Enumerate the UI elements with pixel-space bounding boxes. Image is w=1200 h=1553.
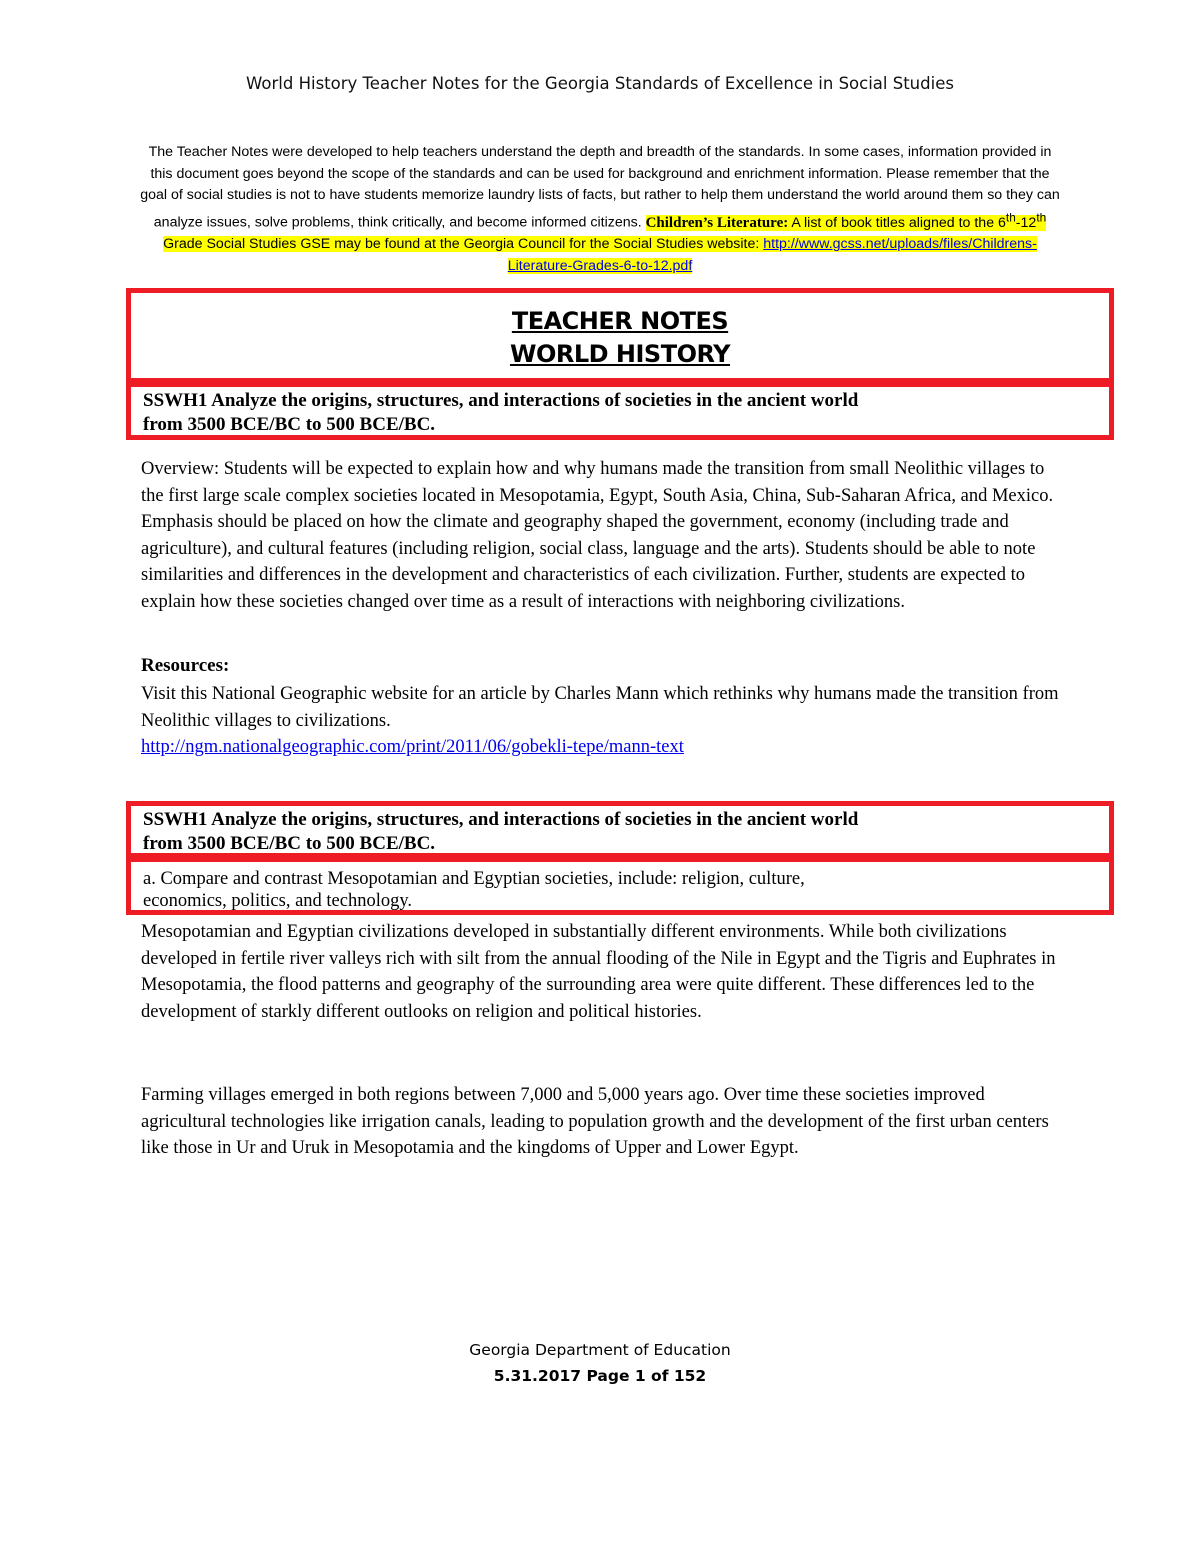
standard-2-line-2: from 3500 BCE/BC to 500 BCE/BC. [143,833,436,854]
running-header: World History Teacher Notes for the Georgia Standards of Excellence in Social Studies [246,74,954,93]
childrens-literature-text-3: Grade Social Studies GSE may be found at the Georgia Council for the Social Studies website: [163,236,760,253]
resources-paragraph [141,681,1061,761]
element-a-line-1: a. Compare and contrast Mesopotamian and Egyptian societies, include: religion, culture, [143,869,805,889]
grade-superscript-2: th [1036,209,1047,224]
element-a-box [126,857,1114,915]
title-world-history: WORLD HISTORY [509,340,731,368]
childrens-literature-text-1: A list of book titles aligned to the 6 [791,214,1006,231]
overview-paragraph: Overview: Students will be expected to explain how and why humans made the transition from small Neolithic villages to the first large scale complex societies located in Mesopotamia, Egypt, South Asia, China, Sub-Saharan Africa, and Mexico. Emphasis should be placed on how the climate and geography shaped the government, economy (including trade and agriculture), and cultural features (including religion, social class, language and the arts). Students should be able to note similarities and differences in the development and characteristics of each civilization. Further, students are expected to explain how these societies changed over time as a result of interactions with neighboring civilizations. [141,459,1054,612]
title-teacher-notes: TEACHER NOTES [511,307,729,335]
standard-1-line-1: SSWH1 Analyze the origins, structures, and interactions of societies in the ancient world [143,390,859,411]
childrens-literature-link[interactable]: http://www.gcss.net/uploads/files/Childrens-Literature-Grades-6-to-12.pdf [507,236,1037,274]
page-footer [0,1337,1200,1389]
standard-2-line-1: SSWH1 Analyze the origins, structures, and interactions of societies in the ancient world [143,809,859,830]
footer-page-number: 5.31.2017 Page 1 of 152 [493,1367,707,1385]
farming-villages-paragraph: Farming villages emerged in both regions between 7,000 and 5,000 years ago. Over time these societies improved agricultural technologies like irrigation canals, leading to population growth and the development of the first urban centers like those in Ur and Uruk in Mesopotamia and the kingdoms of Upper and Lower Egypt. [141,1085,1049,1159]
title-box [126,288,1114,383]
standard-box-1 [126,382,1114,440]
resources-text: Visit this National Geographic website for an article by Charles Mann which rethinks why humans made the transition from Neolithic villages to civilizations. [141,684,1059,731]
element-a-line-2: economics, politics, and technology. [143,891,413,911]
standard-1-line-2: from 3500 BCE/BC to 500 BCE/BC. [143,414,436,435]
mesopotamia-egypt-paragraph: Mesopotamian and Egyptian civilizations developed in substantially different environments. While both civilizations developed in fertile river valleys rich with silt from the annual flooding of the Nile in Egypt and the Tigris and Euphrates in Mesopotamia, the flood patterns and geography of the surrounding area were quite different. These differences led to the development of starkly different outlooks on religion and political histories. [141,922,1056,1022]
national-geographic-link[interactable]: http://ngm.nationalgeographic.com/print/2011/06/gobekli-tepe/mann-text [141,737,684,758]
grade-superscript-1: th [1005,209,1016,224]
footer-department: Georgia Department of Education [469,1341,731,1359]
childrens-literature-text-2: -12 [1015,214,1037,231]
intro-paragraph [140,142,1060,277]
standard-box-2 [126,801,1114,858]
resources-heading: Resources: [141,655,230,676]
childrens-literature-label: Children’s Literature: [645,214,789,231]
intro-text: The Teacher Notes were developed to help teachers understand the depth and breadth of the standards. In some cases, information provided in this document goes beyond the scope of the standards and can be used for background and enrichment information. Please remember that the goal of social studies is not to have students memorize laundry lists of facts, but rather to help them understand the world around them so they can analyze issues, solve problems, think critically, and become informed citizens. [140,144,1060,231]
